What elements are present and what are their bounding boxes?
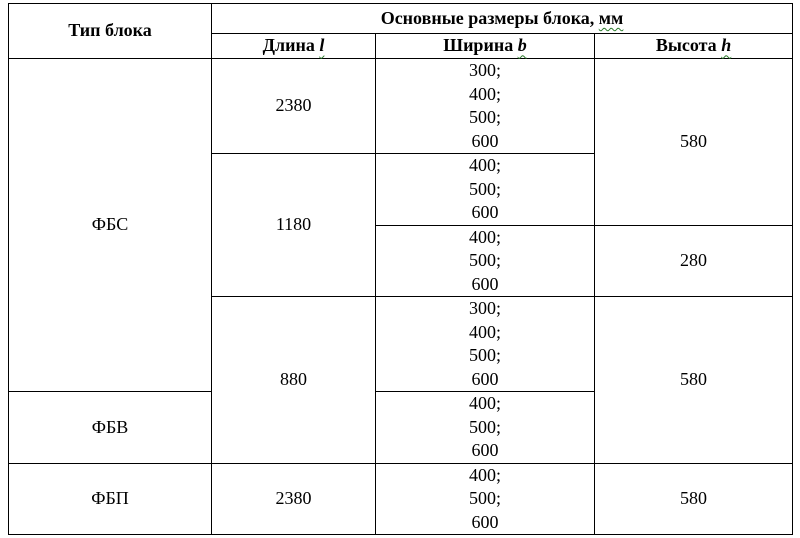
- height-value: 580: [680, 488, 708, 508]
- width-cell: [376, 225, 595, 297]
- block-type-header: [9, 4, 212, 59]
- width-value: 600: [471, 440, 499, 460]
- width-value: 500;: [468, 107, 501, 127]
- width-value: 600: [471, 511, 499, 532]
- width-value: 400;: [468, 393, 501, 413]
- length-header: [212, 34, 376, 59]
- type-fbv: ФБВ: [91, 416, 129, 437]
- width-value: 600: [471, 202, 499, 222]
- length-value: 2380: [275, 488, 312, 508]
- height-cell: [595, 463, 793, 535]
- type-fbs-cell: [9, 59, 212, 392]
- width-value: 400;: [468, 226, 501, 247]
- height-cell: [595, 59, 793, 226]
- length-cell: [212, 59, 376, 154]
- type-fbs: ФБС: [91, 214, 129, 235]
- length-cell: [212, 463, 376, 535]
- width-cell: [376, 392, 595, 464]
- length-value: 880: [280, 369, 307, 389]
- dimensions-header-text: Основные размеры блока,: [380, 7, 595, 28]
- length-cell: [212, 297, 376, 464]
- width-value: 500;: [468, 345, 501, 365]
- length-header-text: Длина: [262, 35, 315, 56]
- height-cell: [595, 297, 793, 464]
- length-value: 1180: [275, 214, 312, 235]
- width-header: [376, 34, 595, 59]
- width-header-text: Ширина: [443, 35, 514, 56]
- width-value: 500;: [468, 488, 501, 508]
- width-value: 400;: [468, 83, 501, 104]
- height-header-text: Высота: [655, 35, 717, 56]
- height-cell: [595, 225, 793, 297]
- width-cell: [376, 463, 595, 535]
- length-value: 2380: [275, 95, 312, 116]
- width-cell: [376, 297, 595, 392]
- width-value: 600: [471, 273, 499, 294]
- table-row: [9, 463, 793, 535]
- height-value: 580: [680, 131, 708, 151]
- width-cell: [376, 59, 595, 154]
- height-value: 580: [680, 369, 708, 389]
- height-header: [595, 34, 793, 59]
- length-symbol: l: [319, 35, 325, 56]
- width-value: 600: [471, 130, 499, 151]
- header-row: [9, 4, 793, 34]
- table-row: [9, 59, 793, 154]
- width-value: 600: [471, 368, 499, 389]
- width-value: 400;: [468, 155, 501, 175]
- length-cell: [212, 154, 376, 297]
- width-cell: [376, 154, 595, 226]
- width-value: 500;: [468, 178, 501, 199]
- dimensions-header: [212, 4, 793, 34]
- width-value: 400;: [468, 321, 501, 342]
- dimensions-unit: мм: [598, 7, 624, 28]
- height-symbol: h: [721, 35, 732, 56]
- width-value: 300;: [468, 298, 501, 318]
- type-fbp: ФБП: [91, 488, 129, 508]
- width-value: 300;: [468, 60, 501, 80]
- block-type-header-text: Тип блока: [68, 20, 152, 41]
- width-value: 500;: [468, 416, 501, 437]
- height-value: 280: [680, 250, 708, 270]
- width-value: 400;: [468, 464, 501, 485]
- width-value: 500;: [468, 250, 501, 270]
- type-fbv-cell: [9, 392, 212, 464]
- type-fbp-cell: [9, 463, 212, 535]
- width-symbol: b: [517, 35, 527, 56]
- block-dimensions-table: [8, 3, 793, 535]
